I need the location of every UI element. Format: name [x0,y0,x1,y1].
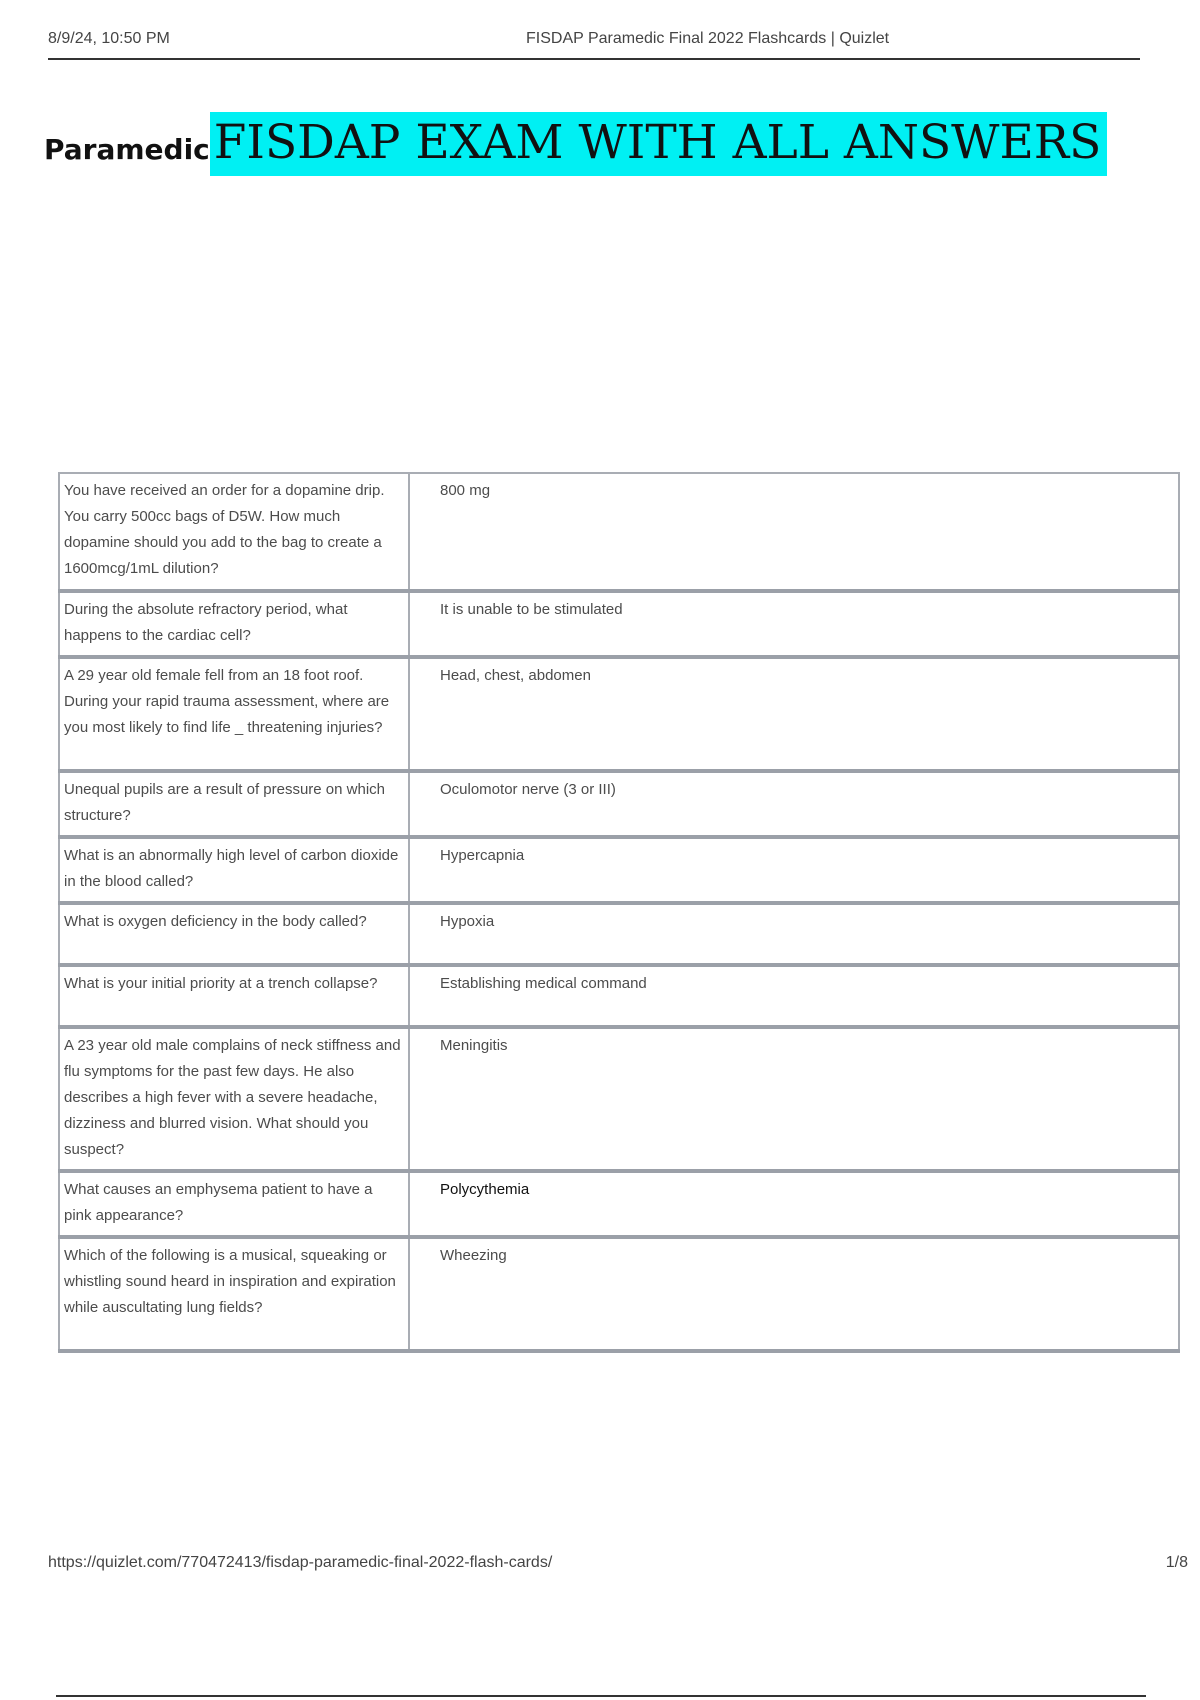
flashcard-row [59,1171,1179,1237]
heading-highlight: FISDAP EXAM WITH ALL ANSWERS [210,112,1108,176]
flashcard-row [59,771,1179,837]
card-definition: 800 mg [409,473,1179,591]
card-term: What is oxygen deficiency in the body called? [59,903,409,965]
document-heading [44,106,1107,176]
print-header [48,30,1140,60]
bottom-divider [56,1695,1146,1697]
card-definition: Hypercapnia [409,837,1179,903]
flashcard-row [59,657,1179,771]
heading-prefix: Paramedic [44,133,210,166]
flashcard-row [59,1027,1179,1171]
flashcard-table [58,472,1180,1353]
card-definition: Wheezing [409,1237,1179,1351]
print-date: 8/9/24, 10:50 PM [48,30,170,47]
card-term: You have received an order for a dopamine drip. You carry 500cc bags of D5W. How much dopamine should you add to the bag to create a 1600mcg/1mL dilution? [59,473,409,591]
flashcard-row [59,903,1179,965]
print-page-title: FISDAP Paramedic Final 2022 Flashcards | Quizlet [526,30,890,47]
card-definition: Establishing medical command [409,965,1179,1027]
card-term: Which of the following is a musical, squeaking or whistling sound heard in inspiration and expiration while auscultating lung fields? [59,1237,409,1351]
flashcard-row [59,591,1179,657]
flashcard-row [59,837,1179,903]
card-definition: Polycythemia [409,1171,1179,1237]
card-term: A 29 year old female fell from an 18 foot roof. During your rapid trauma assessment, where are you most likely to find life _ threatening injuries? [59,657,409,771]
page-number: 1/8 [1165,1554,1188,1571]
card-term: During the absolute refractory period, what happens to the cardiac cell? [59,591,409,657]
card-term: Unequal pupils are a result of pressure on which structure? [59,771,409,837]
page-url: https://quizlet.com/770472413/fisdap-paramedic-final-2022-flash-cards/ [48,1554,553,1571]
card-definition: Oculomotor nerve (3 or III) [409,771,1179,837]
card-term: What is your initial priority at a trench collapse? [59,965,409,1027]
card-term: What is an abnormally high level of carbon dioxide in the blood called? [59,837,409,903]
flashcard-row [59,473,1179,591]
card-definition: It is unable to be stimulated [409,591,1179,657]
card-definition: Meningitis [409,1027,1179,1171]
card-term: A 23 year old male complains of neck stiffness and flu symptoms for the past few days. He also describes a high fever with a severe headache, dizziness and blurred vision. What should you suspect? [59,1027,409,1171]
flashcard-row [59,965,1179,1027]
card-term: What causes an emphysema patient to have a pink appearance? [59,1171,409,1237]
card-definition: Head, chest, abdomen [409,657,1179,771]
flashcard-row [59,1237,1179,1351]
card-definition: Hypoxia [409,903,1179,965]
